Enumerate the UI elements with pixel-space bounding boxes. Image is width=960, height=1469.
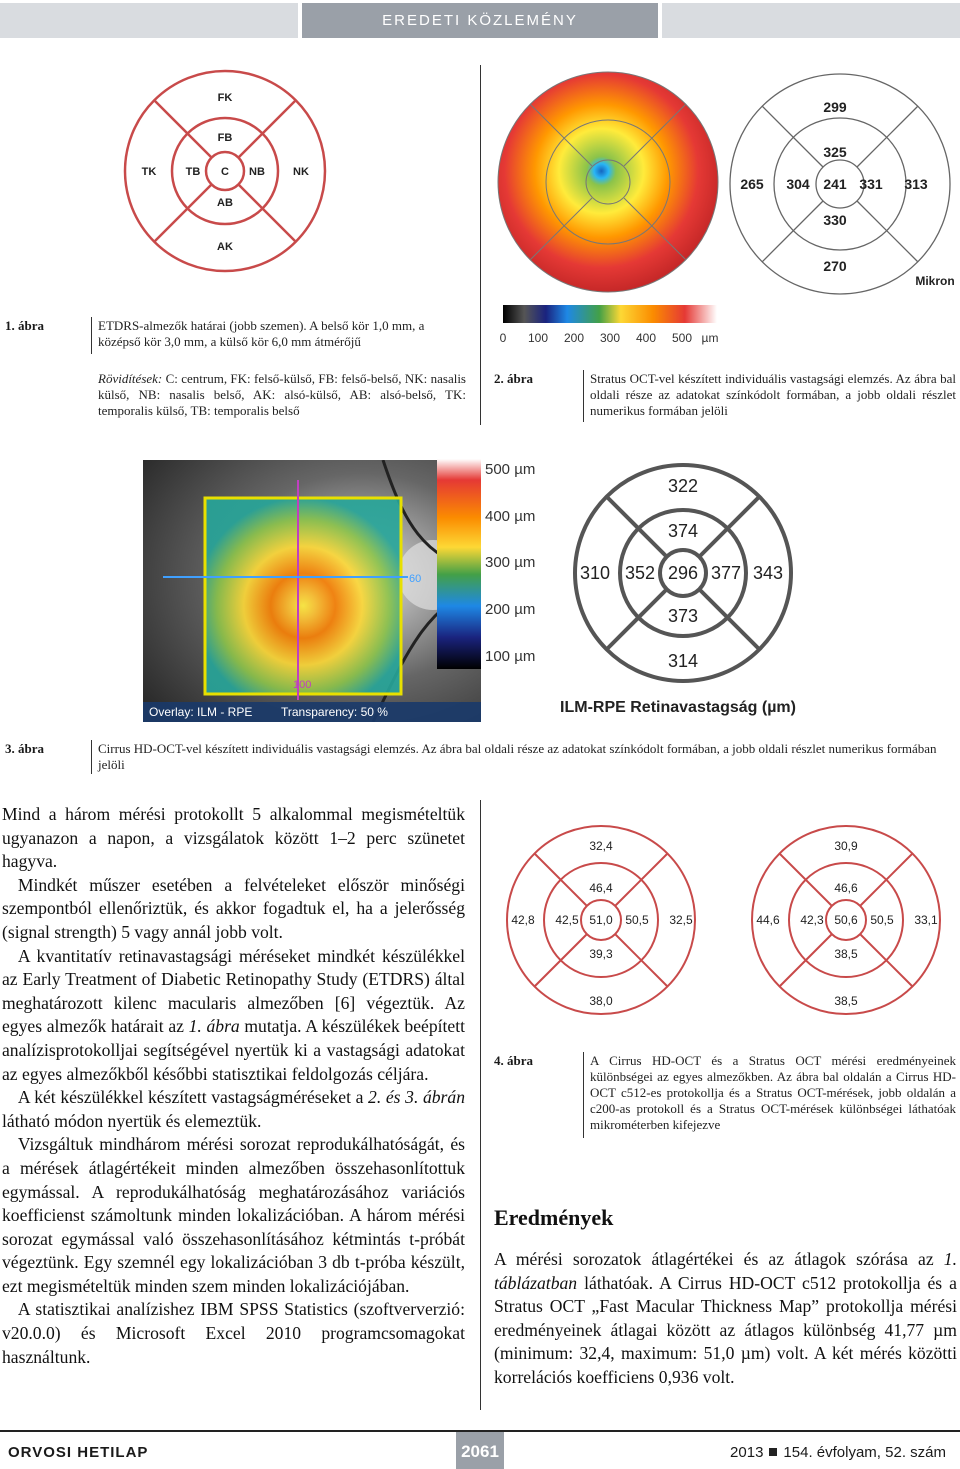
fig3-value-nk: 343 xyxy=(752,563,784,583)
fig3-value-ab: 373 xyxy=(667,606,699,626)
fig1-caption-label: 1. ábra xyxy=(5,318,44,333)
fig4-left-nk: 32,5 xyxy=(669,913,693,927)
column-divider-bottom xyxy=(480,800,481,1410)
fig4-right-nb: 50,5 xyxy=(870,913,894,927)
fig1-label-tb: TB xyxy=(185,166,201,178)
fig3-scale-400: 400 µm xyxy=(485,508,536,525)
fig1-label-fk: FK xyxy=(217,92,233,104)
fig2-value-nb: 331 xyxy=(859,176,883,192)
fig4-right-ak: 38,5 xyxy=(834,994,858,1008)
header-bar-right xyxy=(662,3,960,38)
square-bullet-icon xyxy=(769,1448,777,1456)
fig3-caption-label: 3. ábra xyxy=(5,741,44,756)
body-paragraph-2: Mindkét műszer esetében a felvételeket először minőségi szempontból ellenőriztük, és akkor fogadtuk el, ha a jelerősség (signal strength) 5 vagy annál jobb volt. xyxy=(2,874,465,942)
fig2-caption-label: 2. ábra xyxy=(494,371,533,386)
body-paragraph-4b: látható módon nyertük és elemeztük. xyxy=(2,1110,262,1131)
body-paragraph-3 xyxy=(2,945,465,1087)
fig2-value-fk: 299 xyxy=(823,99,847,115)
fig4-caption: A Cirrus HD-OCT és a Stratus OCT mérési eredményeinek különbségei az egyes almezőkben. Az ábra bal oldalán a Cirrus HD-OCT c512-es protokollja és a Stratus OCT-mérések, jobb oldalán a c200-as protokoll és a Stratus OCT-mérések különbségei láthatóak mikrométerben kifejezve xyxy=(590,1053,956,1132)
fig1-label-tk: TK xyxy=(141,166,157,178)
fig4-right-c: 50,6 xyxy=(834,913,858,927)
fig4-left-fb: 46,4 xyxy=(589,881,613,895)
fig2-caption-divider xyxy=(583,370,584,422)
fig2-value-tb: 304 xyxy=(786,176,810,192)
fig3-value-fb: 374 xyxy=(667,521,699,541)
header-bar-left xyxy=(0,3,298,38)
fig4-left-c: 51,0 xyxy=(589,913,613,927)
journal-name: ORVOSI HETILAP xyxy=(8,1444,149,1461)
fig1-abbr-title: Rövidítések: xyxy=(98,371,163,386)
fig3-value-tk: 310 xyxy=(579,563,611,583)
fig3-scale-300: 300 µm xyxy=(485,554,536,571)
fig3-value-nb: 377 xyxy=(710,563,742,583)
fig2-tick-unit: µm xyxy=(701,331,719,345)
body-text-left xyxy=(2,803,465,1369)
volume-info xyxy=(730,1444,946,1461)
fig2-tick-100: 100 xyxy=(527,331,549,345)
fig4-left-ak: 38,0 xyxy=(589,994,613,1008)
footer-volume: 154. évfolyam, 52. szám xyxy=(783,1444,946,1461)
fig2-color-scale xyxy=(503,305,717,323)
fig3-scale-200: 200 µm xyxy=(485,601,536,618)
fig3-marker-right: 60 xyxy=(409,573,422,585)
fig4-caption-label: 4. ábra xyxy=(494,1053,533,1068)
body-paragraph-4a: A két készülékkel készített vastagságméréseket a xyxy=(17,1087,369,1108)
fig4-left-fk: 32,4 xyxy=(589,839,613,853)
page-number: 2061 xyxy=(456,1432,504,1469)
fig2-value-fb: 325 xyxy=(823,144,847,160)
body-paragraph-3a: A kvantitatív retinavastagsági méréseket mindkét készülékkel az Early Treatment of Diabetic Retinopathy Study (ETDRS) által meghatározott kilenc macularis almezőben [6] végeztük. Az egyes almezők határait az xyxy=(2,945,465,1037)
fig1-label-nb: NB xyxy=(249,166,265,178)
results-text xyxy=(494,1248,957,1390)
fig1-label-fb: FB xyxy=(217,132,233,144)
body-paragraph-4 xyxy=(2,1086,465,1133)
figure-3-cirrus-fundus xyxy=(143,460,481,722)
fig3-value-fk: 322 xyxy=(667,476,699,496)
fig3-transparency-label: Transparency: 50 % xyxy=(281,705,388,719)
body-paragraph-3b: mutatja. A készülékek beépített analízisprotokolljai segítségével nyertük ki a vastagsági adatokat az egyes almezőkből későbbi statisztikai feldolgozás céljára. xyxy=(2,1016,465,1084)
results-paragraph-1b: láthatóak. A Cirrus HD-OCT c512 protokollja és a Stratus OCT „Fast Macular Thickness Map” protokollja mérési eredményeinek átlagai között az átlagos különbség 41,77 µm (minimum: 32,4, maximum: 51,0 µm) volt. A két mérés közötti korrelációs koefficiens 0,936 volt. xyxy=(494,1272,957,1387)
fig1-abbr-text: C: centrum, FK: felső-külső, FB: felső-belső, NK: nasalis külső, NB: nasalis belső, AK: alsó-külső, AB: alsó-belső, TK: temporalis külső, TB: temporalis belső xyxy=(98,371,466,418)
results-heading: Eredmények xyxy=(494,1205,614,1230)
fig3-value-ak: 314 xyxy=(667,651,699,671)
fig2-value-ab: 330 xyxy=(823,212,847,228)
figure-3-color-scale xyxy=(437,457,557,669)
fig3-scale-500: 500 µm xyxy=(485,461,536,478)
figure-4-difference-maps xyxy=(495,820,960,1020)
figure-3-numeric-map xyxy=(560,460,960,722)
footer-year: 2013 xyxy=(730,1444,764,1461)
fig4-right-fb: 46,6 xyxy=(834,881,858,895)
fig2-value-c: 241 xyxy=(823,176,847,192)
fig4-right-tb: 42,3 xyxy=(800,913,824,927)
fig2-tick-200: 200 xyxy=(563,331,585,345)
fig3-overlay-label: Overlay: ILM - RPE xyxy=(149,705,253,719)
fig1-reference-link[interactable]: 1. ábra xyxy=(188,1016,240,1037)
fig3-value-c: 296 xyxy=(667,563,699,583)
fig2-tick-0: 0 xyxy=(499,331,507,345)
fig2-tick-400: 400 xyxy=(635,331,657,345)
fig1-caption: ETDRS-almezők határai (jobb szemen). A belső kör 1,0 mm, a középső kör 3,0 mm, a külső kör 6,0 mm átmérőjű xyxy=(98,318,425,349)
fig1-caption-divider xyxy=(91,317,92,354)
page-footer xyxy=(0,1430,960,1469)
fig3-caption-divider xyxy=(91,740,92,774)
fig4-left-nb: 50,5 xyxy=(625,913,649,927)
body-paragraph-6: A statisztikai analízishez IBM SPSS Statistics (szoftververzió: v20.0.0) és Microsoft Excel 2010 programcsomagokat használtunk. xyxy=(2,1299,465,1367)
fig2-caption: Stratus OCT-vel készített individuális vastagsági elemzés. Az ábra bal oldali része az adatokat színkódolt formában, a jobb oldali részlet numerikus formában jelöli xyxy=(590,371,956,418)
fig2-unit: Mikron xyxy=(915,274,955,288)
fig1-label-nk: NK xyxy=(293,166,309,178)
fig3-scale-100: 100 µm xyxy=(485,648,536,665)
fig2-3-reference-link[interactable]: 2. és 3. ábrán xyxy=(368,1087,465,1108)
fig3-chart-title: ILM-RPE Retinavastagság (µm) xyxy=(560,699,796,716)
table1-reference-link[interactable]: 1. táblázatban xyxy=(494,1249,957,1293)
fig4-right-ab: 38,5 xyxy=(834,947,858,961)
fig1-label-ak: AK xyxy=(217,241,233,253)
body-paragraph-1: Mind a három mérési protokollt 5 alkalommal megismételtük ugyanazon a napon, a vizsgálatok között 1–2 perc szünetet hagyva. xyxy=(2,804,465,872)
fig4-right-fk: 30,9 xyxy=(834,839,858,853)
fig4-right-tk: 44,6 xyxy=(756,913,780,927)
fig2-value-nk: 313 xyxy=(904,176,928,192)
fig3-value-tb: 352 xyxy=(624,563,656,583)
fig4-left-ab: 39,3 xyxy=(589,947,613,961)
results-paragraph-1 xyxy=(494,1248,957,1390)
fig2-tick-500: 500 xyxy=(671,331,693,345)
section-header: EREDETI KÖZLEMÉNY xyxy=(302,3,658,38)
fig4-left-tb: 42,5 xyxy=(555,913,579,927)
column-divider-top xyxy=(480,65,481,425)
fig1-label-ab: AB xyxy=(217,197,233,209)
body-paragraph-5: Vizsgáltuk mindhárom mérési sorozat reprodukálhatóságát, és a mérések átlagértékeit minden almezőben összehasonlítottuk egymással. A reprodukálhatóság meghatározásához variációs koefficienst számoltunk minden lokalizációban. A három mérési sorozat egymással való összehasonlításához kétmintás t-próbát végeztünk. Egy szemnél egy lokalizációban 3 db t-próba készült, ezt megismételtük minden szem minden lokalizációjában. xyxy=(2,1134,465,1296)
fig2-value-ak: 270 xyxy=(823,258,847,274)
fig2-tick-300: 300 xyxy=(599,331,621,345)
fig4-caption-divider xyxy=(583,1052,584,1138)
figure-2-stratus-map xyxy=(495,62,960,352)
fig4-left-tk: 42,8 xyxy=(511,913,535,927)
fig1-label-c: C xyxy=(221,166,229,178)
results-paragraph-1a: A mérési sorozatok átlagértékei és az átlagok szórása az xyxy=(494,1249,944,1269)
fig2-value-tk: 265 xyxy=(740,176,764,192)
fig3-caption: Cirrus HD-OCT-vel készített individuális vastagsági elemzés. Az ábra bal oldali része az adatokat színkódolt formában, a jobb oldali részlet numerikus formában jelöli xyxy=(98,741,937,772)
figure-1-etdrs-diagram xyxy=(75,68,375,278)
fig1-abbreviations xyxy=(98,371,466,419)
fig3-marker-bottom: 100 xyxy=(293,679,312,691)
fig4-right-nk: 33,1 xyxy=(914,913,938,927)
